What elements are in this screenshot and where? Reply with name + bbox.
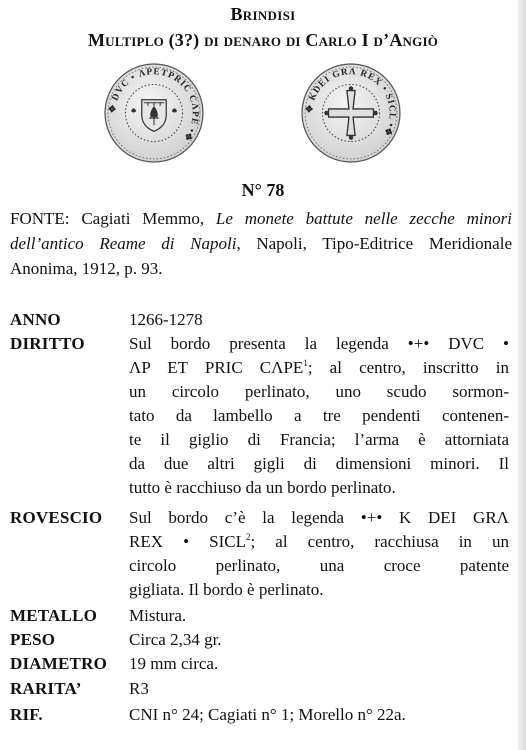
- label-rif: RIF.: [10, 705, 43, 724]
- diritto-line-3: un circolo perlinato, uno scudo sormon-: [129, 382, 509, 401]
- value-diritto: [129, 332, 509, 500]
- source-suffix: , Napoli, Tipo-Editrice Meridionale Anonima, 1912, p. 93.: [10, 234, 512, 278]
- diritto-line-5: te il giglio di Francia; l’arma è attorniata: [129, 430, 509, 449]
- svg-text:✥ KDEI GRΛ REX • SICL •✥: ✥ KDEI GRΛ REX • SICL •✥: [304, 66, 398, 139]
- rovescio-line-4: gigliata. Il bordo è perlinato.: [129, 580, 324, 599]
- diritto-line-6: da due altri gigli di dimensioni minori. Il: [129, 454, 509, 473]
- page-edge-shadow: [518, 0, 526, 750]
- value-rif: CNI n° 24; Cagiati n° 1; Morello n° 22a.: [129, 705, 406, 724]
- value-metallo: Mistura.: [129, 606, 187, 625]
- label-metallo: METALLO: [10, 606, 98, 625]
- diritto-line-2-tail: ; al centro, inscritto in: [307, 358, 509, 377]
- label-rovescio: ROVESCIO: [10, 508, 103, 527]
- footnote-ref-2: 2: [245, 532, 251, 542]
- coin-reverse-image: [300, 62, 402, 164]
- catalog-number: N° 78: [241, 180, 285, 200]
- label-anno: ANNO: [10, 310, 61, 329]
- source-title: Le monete battute nelle zecche minori dell’antico Reame di Napoli: [10, 209, 512, 253]
- diritto-line-2: [129, 356, 509, 380]
- coin-obverse-image: [103, 62, 205, 164]
- rovescio-line-2-tail: ; al centro, racchiusa in un: [250, 532, 510, 551]
- diritto-line-4: tato da lambello a tre pendenti contenen-: [129, 406, 509, 425]
- label-rarita: RARITA’: [10, 679, 82, 698]
- label-diritto: DIRITTO: [10, 334, 85, 353]
- value-rarita: R3: [129, 679, 149, 698]
- source-citation: [10, 206, 512, 281]
- footnote-ref-1: 1: [303, 358, 308, 368]
- diritto-line-7: tutto è racchiuso da un bordo perlinato.: [129, 478, 396, 497]
- rovescio-line-2: [129, 530, 509, 554]
- rovescio-line-1: Sul bordo c’è la legenda •+• K DEI GRΛ: [129, 508, 509, 527]
- value-diametro: 19 mm circa.: [129, 654, 219, 673]
- coin-title: Multiplo (3?) di denaro di Carlo I d’Angiò: [87, 30, 439, 50]
- label-diametro: DIAMETRO: [10, 654, 107, 673]
- diritto-legend-end: ΛP ET PRIC CΛPE: [129, 358, 304, 377]
- rovescio-legend-end: REX • SICL: [129, 532, 246, 551]
- rovescio-line-3: circolo perlinato, una croce patente: [129, 556, 509, 575]
- source-prefix: FONTE: Cagiati Memmo,: [10, 209, 216, 228]
- svg-text:✥ DVC • ΛPETPRIC CΛPE •✥: ✥ DVC • ΛPETPRIC CΛPE •✥: [107, 66, 201, 144]
- label-peso: PESO: [10, 630, 56, 649]
- value-peso: Circa 2,34 gr.: [129, 630, 222, 649]
- value-rovescio: [129, 506, 509, 602]
- city-heading: Brindisi: [230, 4, 296, 24]
- value-anno: 1266-1278: [129, 310, 203, 329]
- diritto-line-1: Sul bordo presenta la legenda •+• DVC •: [129, 334, 509, 353]
